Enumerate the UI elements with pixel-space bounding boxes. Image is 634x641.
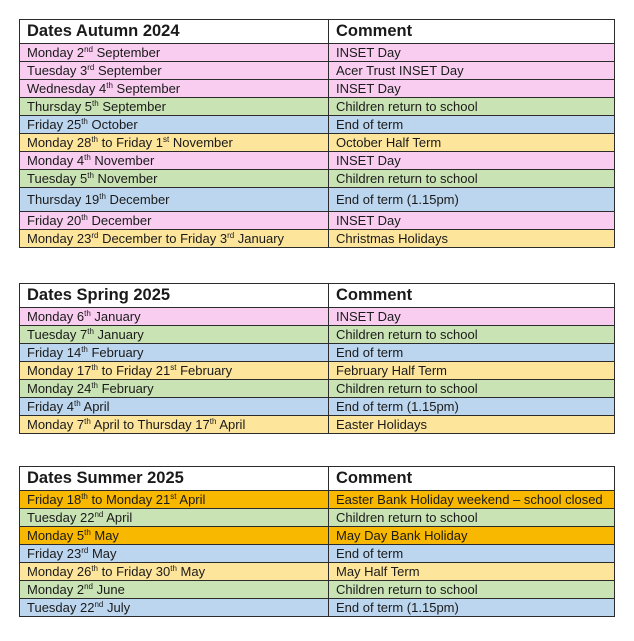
- date-ordinal-suffix: st: [170, 363, 177, 372]
- comment-cell: May Half Term: [329, 563, 615, 581]
- date-text: to Monday 21: [87, 492, 171, 507]
- date-text: September: [112, 81, 181, 96]
- date-text: Monday 26: [27, 564, 92, 579]
- comment-cell: Children return to school: [329, 170, 615, 188]
- date-text: Monday 5: [27, 528, 85, 543]
- comment-cell: INSET Day: [329, 80, 615, 98]
- table-title: Dates Spring 2025: [20, 284, 329, 308]
- summer-2025-table: [19, 466, 615, 617]
- date-ordinal-suffix: rd: [81, 546, 89, 555]
- comment-cell: Easter Holidays: [329, 416, 615, 434]
- date-ordinal-suffix: th: [92, 99, 99, 108]
- table-row: [20, 212, 615, 230]
- date-cell: [20, 80, 329, 98]
- date-ordinal-suffix: th: [81, 345, 88, 354]
- date-text: December: [105, 192, 170, 207]
- date-text: Monday 6: [27, 309, 85, 324]
- date-text: Monday 2: [27, 45, 85, 60]
- date-text: Friday 23: [27, 546, 82, 561]
- date-cell: [20, 134, 329, 152]
- date-text: November: [93, 171, 158, 186]
- table-row: [20, 581, 615, 599]
- date-text: Tuesday 5: [27, 171, 88, 186]
- table-row: [20, 344, 615, 362]
- table-row: [20, 116, 615, 134]
- date-text: Friday 14: [27, 345, 82, 360]
- date-cell: [20, 527, 329, 545]
- table-row: [20, 308, 615, 326]
- date-cell: [20, 308, 329, 326]
- date-text: May: [90, 528, 119, 543]
- comment-cell: Children return to school: [329, 326, 615, 344]
- date-ordinal-suffix: th: [209, 417, 217, 426]
- date-cell: [20, 152, 329, 170]
- date-text: Tuesday 22: [27, 510, 95, 525]
- table-row: [20, 416, 615, 434]
- comment-cell: Children return to school: [329, 581, 615, 599]
- date-text: Monday 28: [27, 135, 92, 150]
- table-header-row: [20, 20, 615, 44]
- date-cell: [20, 599, 329, 617]
- date-text: May: [88, 546, 117, 561]
- date-text: September: [93, 45, 161, 60]
- date-text: Monday 4: [27, 153, 85, 168]
- date-cell: [20, 98, 329, 116]
- comment-cell: May Day Bank Holiday: [329, 527, 615, 545]
- date-text: Friday 20: [27, 213, 82, 228]
- table-row: [20, 545, 615, 563]
- date-text: May: [176, 564, 206, 579]
- spring-2025-table: [19, 283, 615, 434]
- date-cell: [20, 563, 329, 581]
- date-text: Monday 7: [27, 417, 85, 432]
- comment-cell: INSET Day: [329, 212, 615, 230]
- date-text: June: [93, 582, 125, 597]
- date-text: December to Friday 3: [98, 231, 228, 246]
- table-row: [20, 230, 615, 248]
- date-text: Monday 23: [27, 231, 92, 246]
- date-cell: [20, 362, 329, 380]
- date-cell: [20, 62, 329, 80]
- date-ordinal-suffix: st: [163, 135, 170, 144]
- date-ordinal-suffix: nd: [94, 600, 104, 609]
- date-text: April: [103, 510, 133, 525]
- date-cell: [20, 380, 329, 398]
- date-text: July: [103, 600, 131, 615]
- date-ordinal-suffix: th: [91, 381, 98, 390]
- date-cell: [20, 491, 329, 509]
- date-text: Monday 17: [27, 363, 92, 378]
- date-text: Friday 25: [27, 117, 82, 132]
- date-text: Monday 2: [27, 582, 85, 597]
- date-text: to Friday 30: [98, 564, 171, 579]
- date-text: February: [176, 363, 233, 378]
- date-ordinal-suffix: th: [87, 327, 94, 336]
- comment-cell: Easter Bank Holiday weekend – school closed: [329, 491, 615, 509]
- date-text: Tuesday 7: [27, 327, 88, 342]
- date-text: October: [87, 117, 138, 132]
- date-text: Tuesday 3: [27, 63, 88, 78]
- date-ordinal-suffix: th: [81, 213, 88, 222]
- comment-cell: Christmas Holidays: [329, 230, 615, 248]
- date-text: January: [93, 327, 144, 342]
- date-ordinal-suffix: th: [84, 309, 91, 318]
- date-text: Friday 18: [27, 492, 82, 507]
- date-text: April: [176, 492, 206, 507]
- table-row: [20, 509, 615, 527]
- date-text: January: [234, 231, 285, 246]
- date-cell: [20, 188, 329, 212]
- date-cell: [20, 398, 329, 416]
- date-text: September: [94, 63, 162, 78]
- date-cell: [20, 416, 329, 434]
- table-row: [20, 398, 615, 416]
- date-text: February: [87, 345, 144, 360]
- date-cell: [20, 230, 329, 248]
- comment-cell: End of term (1.15pm): [329, 188, 615, 212]
- comment-cell: Children return to school: [329, 98, 615, 116]
- comment-cell: February Half Term: [329, 362, 615, 380]
- date-ordinal-suffix: th: [84, 528, 91, 537]
- date-cell: [20, 326, 329, 344]
- autumn-2024-table: [19, 19, 615, 248]
- date-text: November: [169, 135, 233, 150]
- table-row: [20, 98, 615, 116]
- comment-cell: End of term: [329, 116, 615, 134]
- date-ordinal-suffix: rd: [87, 63, 95, 72]
- date-ordinal-suffix: th: [73, 399, 81, 408]
- comment-cell: INSET Day: [329, 152, 615, 170]
- date-ordinal-suffix: nd: [84, 582, 93, 591]
- date-cell: [20, 44, 329, 62]
- comment-cell: INSET Day: [329, 44, 615, 62]
- table-row: [20, 380, 615, 398]
- comment-cell: October Half Term: [329, 134, 615, 152]
- table-row: [20, 527, 615, 545]
- date-ordinal-suffix: rd: [91, 231, 99, 240]
- comment-cell: Children return to school: [329, 380, 615, 398]
- date-text: Friday 4: [27, 399, 74, 414]
- comment-header: Comment: [329, 284, 615, 308]
- date-ordinal-suffix: st: [170, 492, 177, 501]
- table-row: [20, 44, 615, 62]
- table-header-row: [20, 284, 615, 308]
- date-cell: [20, 344, 329, 362]
- date-ordinal-suffix: th: [81, 492, 88, 501]
- date-ordinal-suffix: th: [91, 135, 98, 144]
- date-cell: [20, 170, 329, 188]
- date-text: September: [98, 99, 166, 114]
- comment-cell: End of term (1.15pm): [329, 398, 615, 416]
- table-row: [20, 62, 615, 80]
- date-ordinal-suffix: th: [87, 171, 94, 180]
- table-row: [20, 80, 615, 98]
- date-ordinal-suffix: nd: [94, 510, 104, 519]
- table-row: [20, 170, 615, 188]
- date-ordinal-suffix: th: [91, 564, 98, 573]
- table-row: [20, 326, 615, 344]
- table-row: [20, 362, 615, 380]
- date-text: to Friday 21: [98, 363, 171, 378]
- date-ordinal-suffix: rd: [227, 231, 235, 240]
- date-ordinal-suffix: th: [91, 363, 98, 372]
- date-text: Thursday 5: [27, 99, 93, 114]
- comment-cell: Children return to school: [329, 509, 615, 527]
- date-ordinal-suffix: th: [99, 192, 106, 201]
- date-text: to Friday 1: [98, 135, 164, 150]
- date-text: April: [80, 399, 110, 414]
- date-ordinal-suffix: nd: [84, 45, 93, 54]
- date-text: Wednesday 4: [27, 81, 107, 96]
- comment-cell: INSET Day: [329, 308, 615, 326]
- comment-cell: End of term: [329, 545, 615, 563]
- comment-cell: End of term: [329, 344, 615, 362]
- date-text: April to Thursday 17: [90, 417, 210, 432]
- comment-cell: End of term (1.15pm): [329, 599, 615, 617]
- table-title: Dates Summer 2025: [20, 467, 329, 491]
- date-text: Tuesday 22: [27, 600, 95, 615]
- date-cell: [20, 212, 329, 230]
- date-text: February: [98, 381, 154, 396]
- comment-cell: Acer Trust INSET Day: [329, 62, 615, 80]
- table-row: [20, 491, 615, 509]
- table-row: [20, 599, 615, 617]
- date-ordinal-suffix: th: [84, 153, 91, 162]
- date-text: December: [87, 213, 152, 228]
- table-row: [20, 134, 615, 152]
- table-header-row: [20, 467, 615, 491]
- date-cell: [20, 581, 329, 599]
- date-ordinal-suffix: th: [106, 81, 113, 90]
- date-cell: [20, 509, 329, 527]
- date-ordinal-suffix: th: [81, 117, 88, 126]
- date-cell: [20, 545, 329, 563]
- date-text: January: [90, 309, 141, 324]
- date-text: Thursday 19: [27, 192, 100, 207]
- table-row: [20, 188, 615, 212]
- date-text: April: [216, 417, 246, 432]
- date-text: Monday 24: [27, 381, 92, 396]
- table-row: [20, 152, 615, 170]
- date-text: November: [90, 153, 155, 168]
- date-ordinal-suffix: th: [170, 564, 177, 573]
- table-title: Dates Autumn 2024: [20, 20, 329, 44]
- comment-header: Comment: [329, 467, 615, 491]
- table-row: [20, 563, 615, 581]
- comment-header: Comment: [329, 20, 615, 44]
- date-ordinal-suffix: th: [84, 417, 91, 426]
- date-cell: [20, 116, 329, 134]
